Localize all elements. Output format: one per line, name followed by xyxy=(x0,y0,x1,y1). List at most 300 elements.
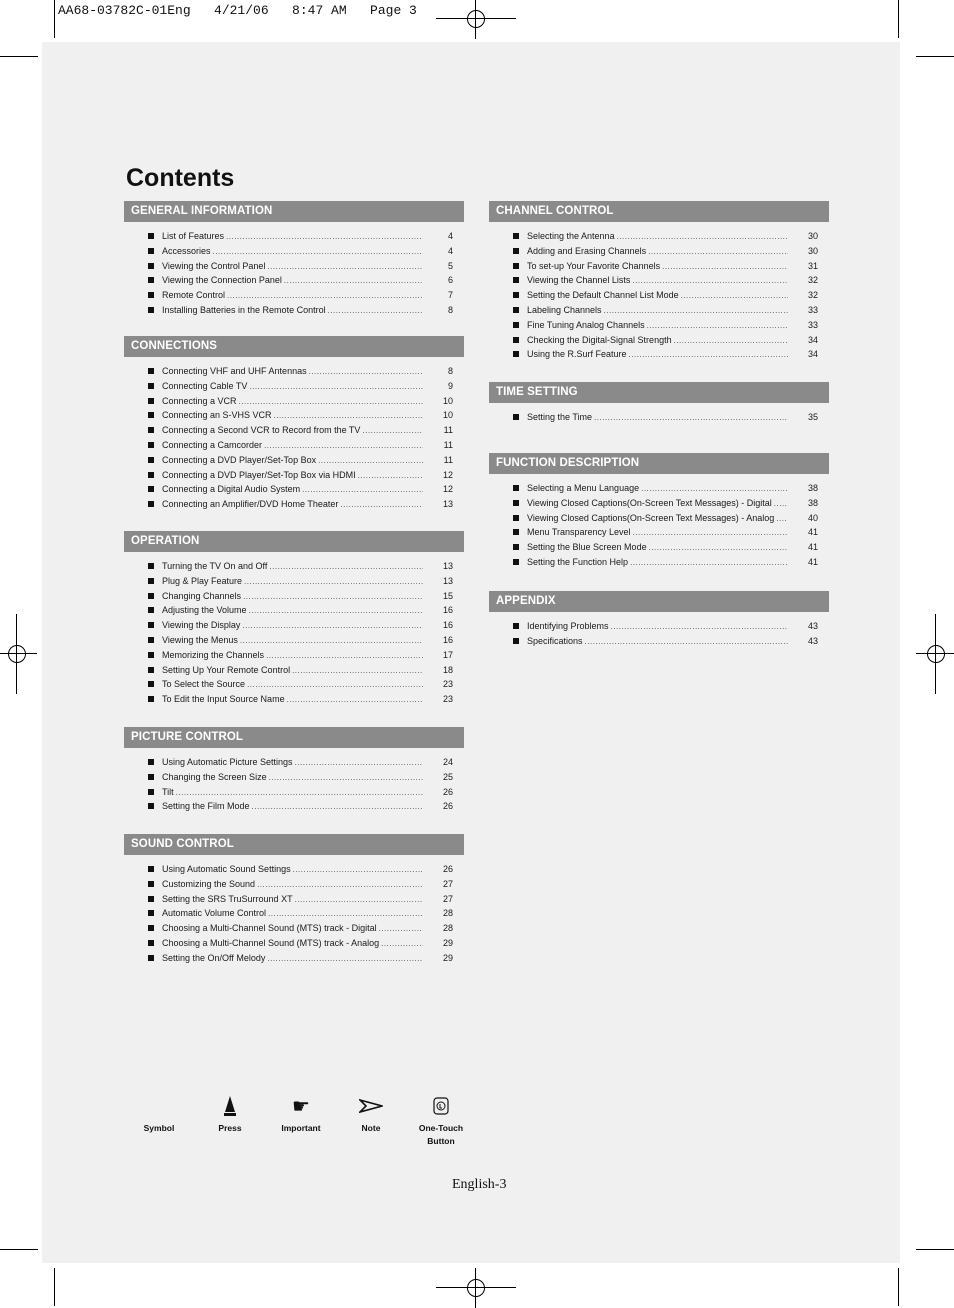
toc-entry-page: 12 xyxy=(442,484,453,495)
toc-entry[interactable] xyxy=(124,482,464,497)
toc-entry[interactable] xyxy=(124,497,464,512)
toc-entry-label: Setting the Default Channel List Mode xyxy=(527,290,679,301)
square-bullet-icon xyxy=(148,486,154,492)
toc-entry-page: 40 xyxy=(807,512,818,523)
toc-entry-label: To Edit the Input Source Name xyxy=(162,694,285,705)
contents-section xyxy=(124,834,464,966)
toc-entry[interactable] xyxy=(124,906,464,921)
toc-entry-label: To set-up Your Favorite Channels xyxy=(527,260,661,271)
dot-leader xyxy=(287,693,423,708)
toc-entry-page: 41 xyxy=(807,542,818,553)
square-bullet-icon xyxy=(148,427,154,433)
dot-leader xyxy=(257,878,423,893)
dot-leader xyxy=(293,863,423,878)
dot-leader xyxy=(242,619,423,634)
legend-label: Press xyxy=(218,1123,242,1133)
toc-entry[interactable] xyxy=(124,303,464,318)
toc-entry-label: Viewing the Control Panel xyxy=(162,260,266,271)
dot-leader xyxy=(239,395,423,410)
toc-entry-page: 18 xyxy=(442,664,453,675)
legend-label: Important xyxy=(281,1123,321,1133)
toc-entry-page: 30 xyxy=(807,231,818,241)
toc-entry[interactable] xyxy=(124,951,464,966)
square-bullet-icon xyxy=(513,337,519,343)
square-bullet-icon xyxy=(148,233,154,239)
toc-entry[interactable] xyxy=(124,273,464,288)
dot-leader xyxy=(358,469,423,484)
toc-entry-label: Menu Transparency Level xyxy=(527,527,631,538)
section-item-list xyxy=(489,474,829,570)
legend-label-line: One-Touch xyxy=(418,1123,464,1133)
toc-entry-label: Changing the Screen Size xyxy=(162,771,267,782)
square-bullet-icon xyxy=(148,501,154,507)
toc-entry-label: Setting the On/Off Melody xyxy=(162,952,266,963)
square-bullet-icon xyxy=(148,940,154,946)
toc-entry-page: 26 xyxy=(442,864,453,874)
legend-label: Symbol xyxy=(143,1123,175,1133)
square-bullet-icon xyxy=(513,485,519,491)
toc-entry[interactable] xyxy=(124,559,464,574)
legend-note xyxy=(336,1094,406,1135)
square-bullet-icon xyxy=(513,623,519,629)
square-bullet-icon xyxy=(148,383,154,389)
contents-section xyxy=(489,382,829,425)
toc-entry[interactable] xyxy=(124,633,464,648)
symbol-legend xyxy=(124,1094,504,1144)
square-bullet-icon xyxy=(148,607,154,613)
toc-entry-page: 23 xyxy=(442,679,453,690)
toc-entry-label: Customizing the Sound xyxy=(162,878,256,889)
crop-mark xyxy=(916,1249,954,1250)
toc-entry-label: Labeling Channels xyxy=(527,304,602,315)
section-heading: CHANNEL CONTROL xyxy=(489,201,829,222)
square-bullet-icon xyxy=(148,896,154,902)
crop-mark xyxy=(54,0,55,38)
dot-leader xyxy=(264,439,423,454)
toc-entry[interactable] xyxy=(124,229,464,244)
toc-entry-label: Plug & Play Feature xyxy=(162,575,243,586)
print-slug: AA68-03782C-01Eng 4/21/06 8:47 AM Page 3 xyxy=(58,3,417,18)
toc-entry-page: 13 xyxy=(442,499,453,510)
toc-entry-label: Remote Control xyxy=(162,290,226,301)
toc-entry-label: Connecting an Amplifier/DVD Home Theater xyxy=(162,499,339,510)
crop-mark xyxy=(898,0,899,38)
toc-entry-page: 43 xyxy=(807,635,818,646)
toc-entry[interactable] xyxy=(124,921,464,936)
square-bullet-icon xyxy=(148,578,154,584)
dot-leader xyxy=(267,952,423,967)
toc-entry[interactable] xyxy=(489,555,829,570)
contents-section xyxy=(124,336,464,512)
toc-entry[interactable] xyxy=(124,394,464,409)
toc-entry[interactable] xyxy=(489,288,829,303)
dot-leader xyxy=(318,454,423,469)
toc-entry[interactable] xyxy=(489,318,829,333)
toc-entry-label: Tilt xyxy=(162,786,174,797)
toc-entry-page: 32 xyxy=(807,275,818,286)
dot-leader xyxy=(594,411,788,426)
dot-leader xyxy=(240,634,423,649)
toc-entry-label: Installing Batteries in the Remote Control xyxy=(162,304,326,315)
registration-mark xyxy=(916,634,954,674)
dot-leader xyxy=(244,575,423,590)
toc-entry-label: Identifying Problems xyxy=(527,621,609,631)
section-heading: FUNCTION DESCRIPTION xyxy=(489,453,829,474)
toc-entry[interactable] xyxy=(489,347,829,362)
toc-entry-page: 41 xyxy=(807,556,818,567)
toc-entry-label: Viewing the Display xyxy=(162,620,241,631)
toc-entry-label: Setting the SRS TruSurround XT xyxy=(162,893,293,904)
toc-entry-label: Adding and Erasing Channels xyxy=(527,245,647,256)
toc-entry[interactable] xyxy=(489,259,829,274)
toc-entry[interactable] xyxy=(124,755,464,770)
section-heading: APPENDIX xyxy=(489,591,829,612)
toc-entry-label: Setting the Time xyxy=(527,412,593,422)
registration-mark xyxy=(456,0,496,39)
toc-entry-label: To Select the Source xyxy=(162,679,246,690)
toc-entry-page: 26 xyxy=(442,786,453,797)
toc-entry-page: 25 xyxy=(442,771,453,782)
toc-entry-page: 38 xyxy=(807,483,818,493)
toc-entry-page: 31 xyxy=(807,260,818,271)
toc-entry-label: Viewing Closed Captions(On-Screen Text Messages) - Analog xyxy=(527,512,775,523)
square-bullet-icon xyxy=(148,881,154,887)
toc-entry[interactable] xyxy=(124,574,464,589)
square-bullet-icon xyxy=(148,910,154,916)
toc-entry-label: Viewing the Channel Lists xyxy=(527,275,631,286)
pointing-hand-icon: ☛ xyxy=(292,1094,310,1118)
square-bullet-icon xyxy=(148,925,154,931)
registration-mark xyxy=(0,634,37,674)
legend-one-touch xyxy=(406,1094,476,1148)
square-bullet-icon xyxy=(148,955,154,961)
toc-entry-page: 5 xyxy=(447,260,453,271)
dot-leader xyxy=(247,678,423,693)
crop-mark xyxy=(0,56,38,57)
toc-entry-label: Viewing the Connection Panel xyxy=(162,275,282,286)
legend-press xyxy=(195,1094,265,1135)
toc-entry[interactable] xyxy=(124,785,464,800)
toc-entry[interactable] xyxy=(124,603,464,618)
section-heading: OPERATION xyxy=(124,531,464,552)
square-bullet-icon xyxy=(513,414,519,420)
toc-entry[interactable] xyxy=(124,663,464,678)
toc-entry-page: 34 xyxy=(807,334,818,345)
dot-leader xyxy=(647,319,788,334)
square-bullet-icon xyxy=(148,442,154,448)
square-bullet-icon xyxy=(513,515,519,521)
square-bullet-icon xyxy=(513,351,519,357)
crop-mark xyxy=(898,1268,899,1306)
toc-entry[interactable] xyxy=(489,511,829,526)
toc-entry[interactable] xyxy=(124,408,464,423)
toc-entry-label: Choosing a Multi-Channel Sound (MTS) track - Analog xyxy=(162,937,380,948)
toc-entry[interactable] xyxy=(124,677,464,692)
dot-leader xyxy=(630,556,788,571)
toc-entry[interactable] xyxy=(124,648,464,663)
toc-entry-label: Setting the Blue Screen Mode xyxy=(527,542,647,553)
square-bullet-icon xyxy=(513,233,519,239)
toc-entry-page: 11 xyxy=(443,439,453,450)
legend-label: Note xyxy=(361,1123,381,1133)
square-bullet-icon xyxy=(148,774,154,780)
toc-entry-label: Connecting a DVD Player/Set-Top Box xyxy=(162,454,317,465)
toc-entry[interactable] xyxy=(489,481,829,496)
square-bullet-icon xyxy=(148,803,154,809)
square-bullet-icon xyxy=(513,263,519,269)
square-bullet-icon xyxy=(148,789,154,795)
dot-leader xyxy=(274,409,423,424)
toc-entry-page: 11 xyxy=(443,454,453,465)
dot-leader xyxy=(641,482,788,497)
dot-leader xyxy=(302,483,423,498)
toc-entry[interactable] xyxy=(489,273,829,288)
dot-leader xyxy=(249,604,423,619)
dot-leader xyxy=(617,230,788,245)
toc-entry[interactable] xyxy=(124,618,464,633)
toc-entry[interactable] xyxy=(124,799,464,814)
toc-entry-page: 13 xyxy=(442,561,453,571)
legend-label xyxy=(406,1122,476,1148)
toc-entry-label: Using the R.Surf Feature xyxy=(527,349,627,360)
contents-section xyxy=(124,201,464,318)
square-bullet-icon xyxy=(513,529,519,535)
toc-entry[interactable] xyxy=(489,333,829,348)
toc-entry-page: 34 xyxy=(807,349,818,360)
toc-entry-label: Connecting an S-VHS VCR xyxy=(162,410,272,421)
toc-entry[interactable] xyxy=(124,468,464,483)
dot-leader xyxy=(648,245,788,260)
toc-entry[interactable] xyxy=(489,410,829,425)
square-bullet-icon xyxy=(513,638,519,644)
section-heading: TIME SETTING xyxy=(489,382,829,403)
crop-mark xyxy=(0,1249,38,1250)
toc-entry-label: Changing Channels xyxy=(162,590,242,601)
toc-entry-page: 6 xyxy=(447,275,453,286)
contents-section xyxy=(489,201,829,362)
square-bullet-icon xyxy=(513,544,519,550)
toc-entry-label: Connecting VHF and UHF Antennas xyxy=(162,366,307,376)
toc-entry[interactable] xyxy=(489,540,829,555)
dot-leader xyxy=(649,541,788,556)
toc-entry[interactable] xyxy=(124,438,464,453)
dot-leader xyxy=(340,498,423,513)
toc-entry-page: 38 xyxy=(807,497,818,508)
dot-leader xyxy=(295,893,423,908)
square-bullet-icon xyxy=(148,368,154,374)
dot-leader xyxy=(632,274,788,289)
toc-entry[interactable] xyxy=(124,364,464,379)
toc-entry-page: 41 xyxy=(807,527,818,538)
dot-leader xyxy=(379,922,423,937)
square-bullet-icon xyxy=(148,622,154,628)
dot-leader xyxy=(226,230,423,245)
square-bullet-icon xyxy=(513,277,519,283)
dot-leader xyxy=(633,526,788,541)
toc-entry[interactable] xyxy=(124,259,464,274)
toc-entry-page: 32 xyxy=(807,290,818,301)
square-bullet-icon xyxy=(148,292,154,298)
toc-entry-page: 8 xyxy=(447,366,453,376)
toc-entry-page: 16 xyxy=(442,620,453,631)
toc-entry[interactable] xyxy=(489,619,829,634)
square-bullet-icon xyxy=(148,593,154,599)
toc-entry[interactable] xyxy=(124,877,464,892)
toc-entry-page: 4 xyxy=(447,231,453,241)
square-bullet-icon xyxy=(148,457,154,463)
square-bullet-icon xyxy=(148,866,154,872)
one-touch-button-icon xyxy=(433,1097,449,1115)
section-item-list xyxy=(489,403,829,425)
section-item-list xyxy=(489,222,829,362)
toc-entry[interactable] xyxy=(489,229,829,244)
toc-entry[interactable] xyxy=(489,244,829,259)
toc-entry-page: 43 xyxy=(807,621,818,631)
toc-entry-page: 29 xyxy=(442,937,453,948)
toc-entry-label: Choosing a Multi-Channel Sound (MTS) track - Digital xyxy=(162,923,377,934)
toc-entry[interactable] xyxy=(489,303,829,318)
dot-leader xyxy=(604,304,788,319)
square-bullet-icon xyxy=(148,412,154,418)
toc-entry-label: Viewing the Menus xyxy=(162,634,238,645)
toc-entry[interactable] xyxy=(124,770,464,785)
arrow-icon xyxy=(359,1098,383,1114)
toc-entry[interactable] xyxy=(124,379,464,394)
dot-leader xyxy=(227,289,423,304)
toc-entry-page: 17 xyxy=(442,649,453,660)
section-item-list xyxy=(124,748,464,814)
toc-entry-label: Specifications xyxy=(527,635,583,646)
dot-leader xyxy=(292,664,423,679)
section-heading: SOUND CONTROL xyxy=(124,834,464,855)
square-bullet-icon xyxy=(513,248,519,254)
square-bullet-icon xyxy=(148,696,154,702)
toc-entry-label: Connecting a DVD Player/Set-Top Box via HDMI xyxy=(162,469,356,480)
dot-leader xyxy=(268,907,423,922)
toc-entry[interactable] xyxy=(124,453,464,468)
toc-entry-page: 11 xyxy=(443,425,453,436)
dot-leader xyxy=(243,590,423,605)
dot-leader xyxy=(284,274,423,289)
toc-entry-page: 16 xyxy=(442,605,453,616)
square-bullet-icon xyxy=(148,263,154,269)
toc-entry[interactable] xyxy=(124,288,464,303)
dot-leader xyxy=(674,334,788,349)
toc-entry-page: 12 xyxy=(442,469,453,480)
dot-leader xyxy=(585,635,788,650)
dot-leader xyxy=(269,771,423,786)
square-bullet-icon xyxy=(513,500,519,506)
dot-leader xyxy=(213,245,423,260)
toc-entry-label: Automatic Volume Control xyxy=(162,908,267,919)
toc-entry[interactable] xyxy=(124,892,464,907)
dot-leader xyxy=(309,365,423,380)
toc-entry-page: 4 xyxy=(447,245,453,256)
toc-entry-page: 10 xyxy=(442,395,453,406)
square-bullet-icon xyxy=(148,563,154,569)
legend-important xyxy=(266,1094,336,1135)
legend-label-line: Button xyxy=(427,1136,455,1146)
toc-entry-label: List of Features xyxy=(162,231,225,241)
toc-entry-label: Using Automatic Sound Settings xyxy=(162,864,291,874)
registration-mark xyxy=(456,1268,496,1308)
toc-entry-page: 13 xyxy=(442,575,453,586)
section-item-list xyxy=(489,612,829,649)
square-bullet-icon xyxy=(148,681,154,687)
section-item-list xyxy=(124,357,464,512)
toc-entry[interactable] xyxy=(489,525,829,540)
toc-entry-page: 15 xyxy=(442,590,453,601)
toc-entry-page: 35 xyxy=(807,412,818,422)
toc-entry-label: Connecting a Digital Audio System xyxy=(162,484,301,495)
section-heading: CONNECTIONS xyxy=(124,336,464,357)
page-title: Contents xyxy=(126,164,235,192)
toc-entry[interactable] xyxy=(124,862,464,877)
section-item-list xyxy=(124,552,464,707)
toc-entry[interactable] xyxy=(124,936,464,951)
square-bullet-icon xyxy=(148,472,154,478)
section-item-list xyxy=(124,222,464,318)
dot-leader xyxy=(328,304,423,319)
toc-entry[interactable] xyxy=(124,423,464,438)
toc-entry-label: Connecting Cable TV xyxy=(162,380,248,391)
crop-mark xyxy=(54,1268,55,1306)
toc-entry-label: Memorizing the Channels xyxy=(162,649,265,660)
toc-entry-page: 24 xyxy=(442,757,453,767)
square-bullet-icon xyxy=(148,277,154,283)
toc-entry-page: 26 xyxy=(442,801,453,812)
toc-entry-page: 7 xyxy=(447,290,453,301)
dot-leader xyxy=(776,512,788,527)
dot-leader xyxy=(266,649,423,664)
toc-entry[interactable] xyxy=(124,589,464,604)
toc-entry-page: 8 xyxy=(447,304,453,315)
square-bullet-icon xyxy=(513,307,519,313)
section-heading: GENERAL INFORMATION xyxy=(124,201,464,222)
square-bullet-icon xyxy=(513,559,519,565)
toc-entry-page: 16 xyxy=(442,634,453,645)
toc-entry-page: 33 xyxy=(807,319,818,330)
dot-leader xyxy=(774,497,788,512)
toc-entry[interactable] xyxy=(124,692,464,707)
dot-leader xyxy=(269,560,423,575)
crop-mark xyxy=(916,56,954,57)
toc-entry-label: Connecting a Camcorder xyxy=(162,439,263,450)
press-icon xyxy=(222,1095,238,1117)
square-bullet-icon xyxy=(513,322,519,328)
toc-entry[interactable] xyxy=(489,496,829,511)
toc-entry-label: Viewing Closed Captions(On-Screen Text Messages) - Digital xyxy=(527,497,772,508)
square-bullet-icon xyxy=(148,307,154,313)
toc-entry[interactable] xyxy=(124,244,464,259)
section-heading: PICTURE CONTROL xyxy=(124,727,464,748)
dot-leader xyxy=(611,620,788,635)
square-bullet-icon xyxy=(148,759,154,765)
legend-symbol xyxy=(124,1094,194,1135)
toc-entry-label: Adjusting the Volume xyxy=(162,605,247,616)
toc-entry[interactable] xyxy=(489,634,829,649)
toc-entry-label: Setting Up Your Remote Control xyxy=(162,664,291,675)
toc-entry-page: 27 xyxy=(442,893,453,904)
toc-entry-label: Accessories xyxy=(162,245,211,256)
square-bullet-icon xyxy=(513,292,519,298)
dot-leader xyxy=(681,289,788,304)
contents-section xyxy=(124,531,464,707)
dot-leader xyxy=(362,424,423,439)
toc-entry-page: 28 xyxy=(442,923,453,934)
toc-entry-page: 30 xyxy=(807,245,818,256)
dot-leader xyxy=(629,348,788,363)
